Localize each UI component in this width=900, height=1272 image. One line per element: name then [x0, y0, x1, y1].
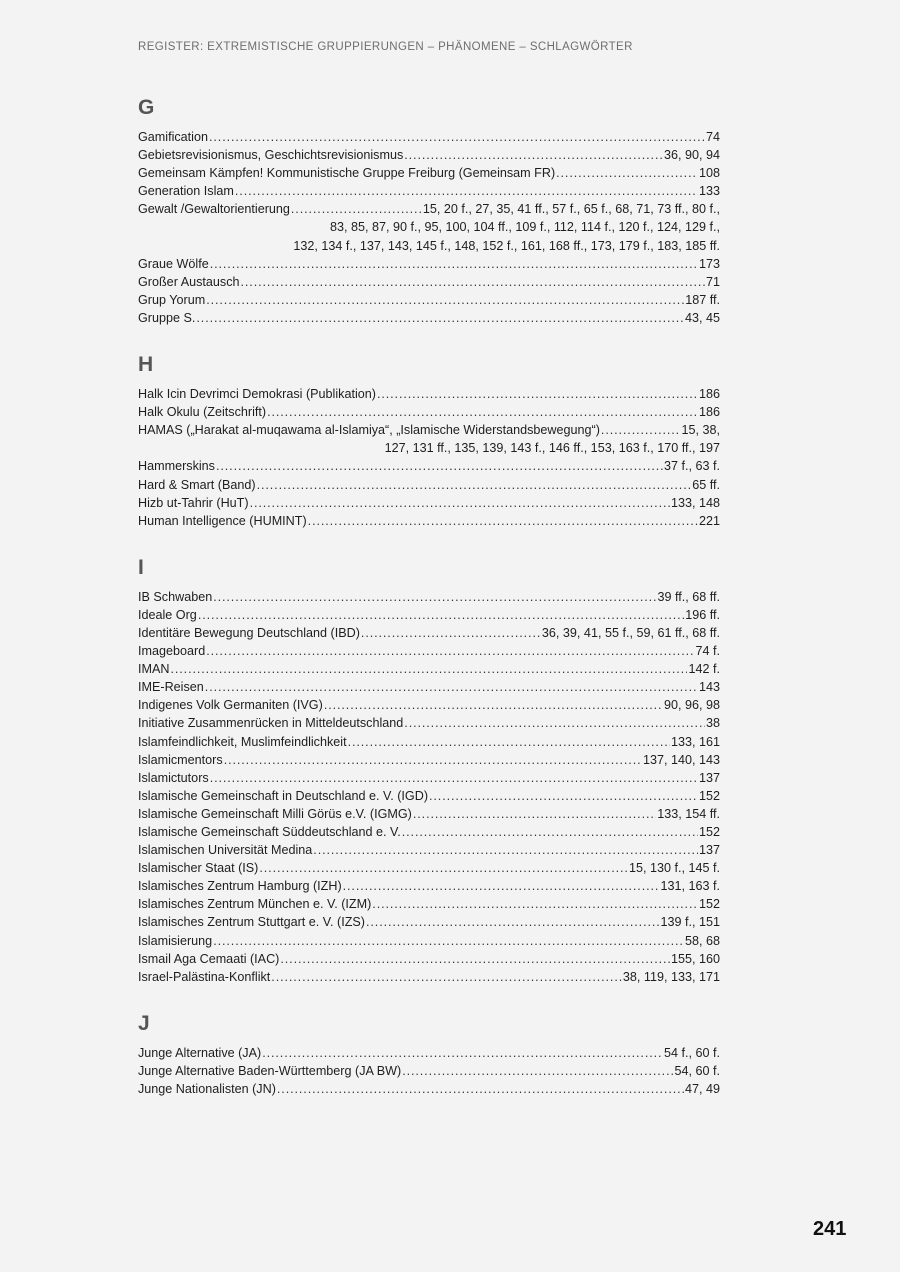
- index-entry: [138, 494, 720, 512]
- entry-term: Gewalt /Gewaltorientierung: [138, 202, 290, 217]
- index-entry: [138, 291, 720, 309]
- dot-leader: [308, 512, 698, 530]
- dot-leader: [402, 1062, 673, 1080]
- entry-term: Islamisches Zentrum Stuttgart e. V. (IZS): [138, 915, 365, 930]
- entry-term: Gamification: [138, 130, 208, 144]
- index-entry: [138, 164, 720, 182]
- index-entry: [138, 895, 720, 913]
- entry-term: Großer Austausch: [138, 274, 240, 289]
- entry-line: [138, 841, 720, 859]
- index-entry: [138, 606, 720, 624]
- entry-term: Junge Alternative Baden-Württemberg (JA BW): [138, 1063, 402, 1078]
- entry-line: [138, 714, 720, 732]
- dot-leader: [209, 128, 705, 146]
- entry-line: [138, 385, 720, 403]
- index-entry: [138, 714, 720, 732]
- entry-pages: 133, 154 ff.: [657, 806, 720, 821]
- entry-pages: 47, 49: [684, 1082, 720, 1097]
- entry-pages: 142 f.: [688, 662, 720, 677]
- entry-term: Initiative Zusammenrücken in Mitteldeutschland: [138, 716, 404, 731]
- index-entry: [138, 309, 720, 327]
- entry-term: Indigenes Volk Germaniten (IVG): [138, 698, 323, 713]
- entry-pages: 186: [698, 387, 720, 402]
- dot-leader: [377, 385, 698, 403]
- dot-leader: [277, 1080, 684, 1098]
- entry-line: [138, 494, 720, 512]
- index-entry: [138, 385, 720, 403]
- entry-term: Grup Yorum: [138, 292, 206, 307]
- entry-pages: 187 ff.: [685, 292, 720, 307]
- entry-line: [138, 877, 720, 895]
- dot-leader: [348, 733, 670, 751]
- dot-leader: [556, 164, 698, 182]
- index-section-h: [138, 353, 720, 530]
- entry-pages: 152: [698, 897, 720, 912]
- index-entry: [138, 841, 720, 859]
- entry-term: Halk Icin Devrimci Demokrasi (Publikation): [138, 387, 376, 402]
- entry-line: [138, 660, 720, 678]
- entry-pages: 133, 148: [670, 495, 720, 510]
- index-entry: [138, 476, 720, 494]
- entry-line: [138, 164, 720, 182]
- page-number: 241: [813, 1218, 847, 1240]
- entry-line: [138, 751, 720, 769]
- entry-line: [138, 309, 720, 327]
- entry-line: [138, 476, 720, 494]
- entry-line: [138, 932, 720, 950]
- index-entry: [138, 200, 720, 254]
- entry-line: [138, 823, 720, 841]
- entry-pages: 38: [705, 716, 720, 731]
- entry-line: [138, 457, 720, 475]
- entry-line: [138, 624, 720, 642]
- entry-line: [138, 146, 720, 164]
- entry-term: Islamischer Staat (IS): [138, 861, 259, 876]
- index-entry: [138, 950, 720, 968]
- entry-pages: 36, 90, 94: [663, 148, 720, 163]
- entry-pages: 54, 60 f.: [674, 1063, 720, 1078]
- entry-pages: 155, 160: [670, 951, 720, 966]
- entry-line: [138, 182, 720, 200]
- entry-pages: 15, 130 f., 145 f.: [628, 861, 720, 876]
- entry-term: IB Schwaben: [138, 589, 213, 604]
- entry-line: [138, 950, 720, 968]
- entry-line: [138, 403, 720, 421]
- dot-leader: [404, 146, 663, 164]
- entry-pages: 137: [698, 843, 720, 858]
- entry-pages: 36, 39, 41, 55 f., 59, 61 ff., 68 ff.: [541, 625, 720, 640]
- index-entry: [138, 1080, 720, 1098]
- entry-line: [138, 588, 720, 606]
- entry-line: [138, 512, 720, 530]
- entry-pages-continued: 83, 85, 87, 90 f., 95, 100, 104 ff., 109 f., 112, 114 f., 120 f., 124, 129 f.,: [330, 220, 720, 235]
- index-section-g: [138, 96, 720, 327]
- entry-term: Gruppe S.: [138, 310, 196, 325]
- entry-pages: 54 f., 60 f.: [663, 1045, 720, 1060]
- entry-term: Human Intelligence (HUMINT): [138, 513, 307, 528]
- entry-line: [138, 200, 720, 218]
- entry-line: [138, 291, 720, 309]
- entry-line: [138, 913, 720, 931]
- entry-pages: 152: [698, 825, 720, 839]
- index-entry: [138, 733, 720, 751]
- entry-pages: 137, 140, 143: [642, 752, 720, 767]
- index-entry: [138, 273, 720, 291]
- entry-pages: 131, 163 f.: [660, 879, 720, 894]
- dot-leader: [601, 421, 681, 439]
- dot-leader: [429, 787, 698, 805]
- entry-line: [138, 805, 720, 823]
- entry-term: Islamische Gemeinschaft Milli Görüs e.V. (IGMG): [138, 806, 412, 821]
- section-letter: G: [138, 96, 155, 119]
- dot-leader: [267, 403, 698, 421]
- dot-leader: [324, 696, 663, 714]
- entry-line: [138, 769, 720, 787]
- entry-line: [138, 859, 720, 877]
- entry-term: Hizb ut-Tahrir (HuT): [138, 495, 249, 510]
- running-header: REGISTER: EXTREMISTISCHE GRUPPIERUNGEN – PHÄNOMENE – SCHLAGWÖRTER: [138, 41, 633, 53]
- entry-line: [138, 787, 720, 805]
- entry-line: [138, 1080, 720, 1098]
- entry-pages: 58, 68: [684, 933, 720, 948]
- entry-pages-continued: 132, 134 f., 137, 143, 145 f., 148, 152 f., 161, 168 ff., 173, 179 f., 183, 185 ff.: [293, 238, 720, 253]
- dot-leader: [259, 859, 628, 877]
- entry-line: [138, 606, 720, 624]
- section-letter: I: [138, 555, 144, 579]
- entry-pages: 15, 20 f., 27, 35, 41 ff., 57 f., 65 f., 68, 71, 73 ff., 80 f.,: [422, 202, 720, 217]
- dot-leader: [361, 624, 541, 642]
- entry-term: Halk Okulu (Zeitschrift): [138, 405, 267, 420]
- index-entry: [138, 769, 720, 787]
- entry-pages: 143: [698, 680, 720, 695]
- index-entry: [138, 696, 720, 714]
- entry-term: Islamisierung: [138, 933, 213, 948]
- dot-leader: [198, 606, 684, 624]
- entry-term: IME-Reisen: [138, 680, 204, 695]
- dot-leader: [210, 255, 698, 273]
- entry-term: Islamictutors: [138, 770, 209, 785]
- entry-term: Gemeinsam Kämpfen! Kommunistische Gruppe Freiburg (Gemeinsam FR): [138, 166, 556, 181]
- dot-leader: [262, 1044, 663, 1062]
- dot-leader: [213, 932, 684, 950]
- index-entry: [138, 1062, 720, 1080]
- section-letter: J: [138, 1011, 150, 1035]
- entry-term: Israel-Palästina-Konflikt: [138, 969, 271, 984]
- entry-term: Islamisches Zentrum Hamburg (IZH): [138, 879, 342, 894]
- entry-pages: 15, 38,: [681, 423, 720, 438]
- entry-line: [138, 1044, 720, 1062]
- dot-leader: [250, 494, 670, 512]
- entry-term: Hammerskins: [138, 459, 215, 474]
- entry-line: [138, 255, 720, 273]
- dot-leader: [366, 913, 659, 931]
- dot-leader: [291, 200, 422, 218]
- index-entry: [138, 913, 720, 931]
- index-entry: [138, 1044, 720, 1062]
- section-letter: H: [138, 353, 154, 377]
- entry-pages: 74: [705, 130, 720, 144]
- entry-pages: 221: [698, 513, 720, 528]
- dot-leader: [170, 660, 687, 678]
- index-body: [138, 96, 720, 1098]
- entry-pages: 152: [698, 788, 720, 803]
- entry-line: [138, 642, 720, 660]
- dot-leader: [210, 769, 698, 787]
- entry-line: [138, 968, 720, 986]
- entry-term: Islamfeindlichkeit, Muslimfeindlichkeit: [138, 734, 347, 749]
- index-entry: [138, 660, 720, 678]
- entry-pages: 108: [698, 166, 720, 181]
- entry-line: [138, 421, 720, 439]
- index-entry: [138, 805, 720, 823]
- entry-pages: 74 f.: [695, 644, 720, 659]
- entry-term: Islamische Gemeinschaft in Deutschland e. V. (IGD): [138, 788, 429, 803]
- index-entry: [138, 932, 720, 950]
- entry-term: Generation Islam: [138, 184, 234, 199]
- entry-term: Ismail Aga Cemaati (IAC): [138, 951, 280, 966]
- entry-term: HAMAS („Harakat al-muqawama al-Islamiya“, „Islamische Widerstandsbewegung“): [138, 423, 600, 438]
- dot-leader: [196, 309, 684, 327]
- dot-leader: [206, 642, 694, 660]
- entry-line: [138, 1062, 720, 1080]
- index-entry: [138, 128, 720, 146]
- index-entry: [138, 457, 720, 475]
- index-entry: [138, 751, 720, 769]
- entry-pages: 43, 45: [684, 310, 720, 325]
- dot-leader: [213, 588, 656, 606]
- index-entry: [138, 588, 720, 606]
- entry-term: Junge Nationalisten (JN): [138, 1082, 276, 1097]
- entry-pages: 65 ff.: [692, 477, 720, 492]
- entry-term: Imageboard: [138, 644, 206, 659]
- index-entry: [138, 642, 720, 660]
- dot-leader: [216, 457, 663, 475]
- entry-line: [138, 273, 720, 291]
- index-entry: [138, 859, 720, 877]
- dot-leader: [224, 751, 642, 769]
- index-entry: [138, 877, 720, 895]
- dot-leader: [235, 182, 698, 200]
- entry-pages: 38, 119, 133, 171: [622, 969, 720, 984]
- index-entry: [138, 624, 720, 642]
- entry-term: Hard & Smart (Band): [138, 477, 256, 492]
- entry-pages: 90, 96, 98: [663, 698, 720, 713]
- entry-line: [138, 696, 720, 714]
- index-entry: [138, 146, 720, 164]
- dot-leader: [257, 476, 692, 494]
- entry-pages: 133: [698, 184, 720, 199]
- index-entry: [138, 823, 720, 841]
- entry-line: [138, 128, 720, 146]
- dot-leader: [402, 823, 698, 841]
- entry-pages: 37 f., 63 f.: [663, 459, 720, 474]
- entry-term: Islamicmentors: [138, 752, 223, 767]
- dot-leader: [413, 805, 656, 823]
- entry-line: [138, 678, 720, 696]
- entry-pages-continued: 127, 131 ff., 135, 139, 143 f., 146 ff., 153, 163 f., 170 ff., 197: [384, 441, 720, 456]
- dot-leader: [372, 895, 698, 913]
- entry-pages: 139 f., 151: [660, 915, 720, 930]
- index-section-j: [138, 1012, 720, 1098]
- entry-pages: 137: [698, 770, 720, 785]
- entry-pages: 196 ff.: [685, 607, 720, 622]
- index-entry: [138, 421, 720, 457]
- dot-leader: [271, 968, 622, 986]
- index-entry: [138, 403, 720, 421]
- entry-term: Ideale Org: [138, 607, 197, 622]
- entry-term: Identitäre Bewegung Deutschland (IBD): [138, 625, 360, 640]
- entry-term: Islamisches Zentrum München e. V. (IZM): [138, 897, 372, 912]
- dot-leader: [313, 841, 698, 859]
- entry-pages: 39 ff., 68 ff.: [657, 589, 720, 604]
- entry-pages: 133, 161: [670, 734, 720, 749]
- index-entry: [138, 182, 720, 200]
- dot-leader: [343, 877, 660, 895]
- entry-pages: 71: [705, 274, 720, 289]
- index-entry: [138, 255, 720, 273]
- entry-term: Islamische Gemeinschaft Süddeutschland e. V.: [138, 825, 401, 839]
- index-entry: [138, 787, 720, 805]
- index-entry: [138, 968, 720, 986]
- entry-term: IMAN: [138, 662, 170, 677]
- entry-line: [138, 733, 720, 751]
- index-entry: [138, 678, 720, 696]
- dot-leader: [280, 950, 670, 968]
- entry-pages: 186: [698, 405, 720, 420]
- index-section-i: [138, 556, 720, 986]
- entry-term: Junge Alternative (JA): [138, 1045, 262, 1060]
- entry-term: Islamischen Universität Medina: [138, 843, 313, 858]
- dot-leader: [404, 714, 705, 732]
- dot-leader: [206, 291, 684, 309]
- dot-leader: [241, 273, 705, 291]
- entry-line: [138, 895, 720, 913]
- index-entry: [138, 512, 720, 530]
- entry-pages: 173: [698, 256, 720, 271]
- entry-term: Graue Wölfe: [138, 256, 209, 271]
- dot-leader: [205, 678, 698, 696]
- entry-term: Gebietsrevisionismus, Geschichtsrevisionismus: [138, 148, 404, 163]
